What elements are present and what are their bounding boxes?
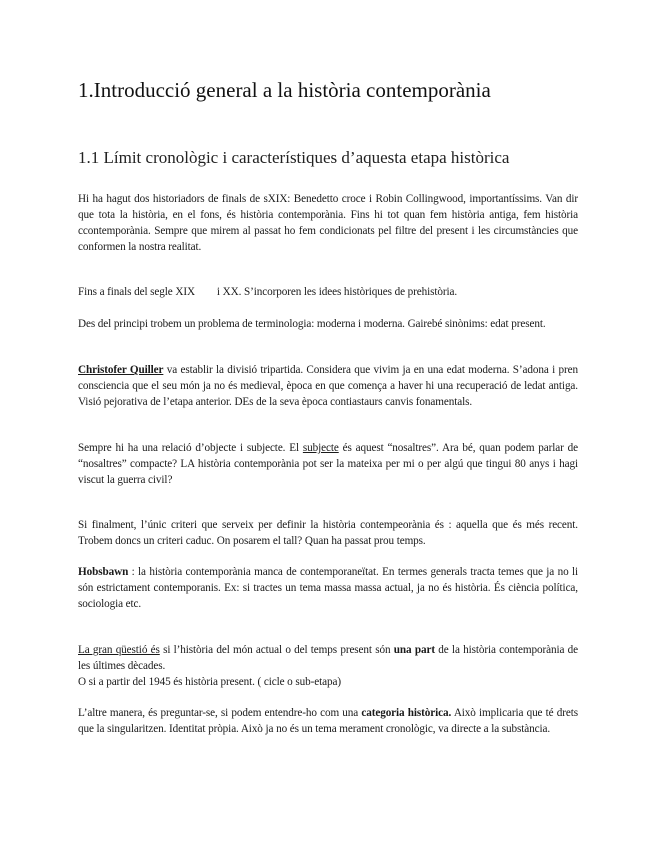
paragraph-question-end: de la història contemporània de les últimes dècades. <box>78 644 579 672</box>
paragraph-question-line2: O si a partir del 1945 és història present. ( cicle o sub-etapa) <box>78 676 341 688</box>
paragraph-question-text: si l’història del món actual o del temps present són <box>163 644 391 656</box>
paragraph-prehistory-start: Fins a finals del segle XIX <box>78 286 195 298</box>
paragraph-hobsbawn-text: : la història contemporània manca de contemporaneïtat. En termes generals tracta temes que ja no li són estrictament contemporanis. Ex: si tractes un tema massa massa actual, ja no és història. És ciència política, sociologia etc. <box>78 566 578 610</box>
underlined-question: La gran qüestió és <box>78 644 160 656</box>
paragraph-historians: Hi ha hagut dos historiadors de finals de sXIX: Benedetto croce i Robin Collingwood, importantíssims. Van dir que tota la història, en el fons, és història contemporània. Fins hi tot quan fem història antiga, fem història ccontemporània. Sempre que mirem al passat ho fem condicionats pel filtre del present i les circumstàncies que conformen la nostra realitat. <box>78 193 578 253</box>
chapter-heading: 1.Introducció general a la història contemporània <box>78 78 491 102</box>
paragraph-terminology: Des del principi trobem un problema de terminologia: moderna i moderna. Gairebé sinònims: edat present. <box>78 318 546 330</box>
paragraph-prehistory <box>78 284 578 300</box>
paragraph-subject-start: Sempre hi ha una relació d’objecte i subjecte. El <box>78 442 299 454</box>
author-name-hobsbawn: Hobsbawn <box>78 566 129 578</box>
section-heading: 1.1 Límit cronològic i característiques d’aquesta etapa històrica <box>78 148 510 167</box>
paragraph-category-end: Això implicaria que té drets que la singularitzen. Identitat pròpia. Això ja no és un tema merament cronològic, va directe a la substància. <box>78 707 578 735</box>
paragraph-hobsbawn <box>78 564 578 612</box>
paragraph-prehistory-end: i XX. S’incorporen les idees històriques de prehistòria. <box>216 286 458 298</box>
paragraph-question <box>78 642 578 690</box>
paragraph-quiller <box>78 362 578 410</box>
author-name-quiller: Christofer Quiller <box>78 364 164 376</box>
underlined-subjecte: subjecte <box>302 442 339 454</box>
paragraph-subject-end: és aquest “nosaltres”. Ara bé, quan podem parlar de “nosaltres” compacte? LA història contemporània pot ser la mateixa per mi o per algú que tingui 80 anys i hagi viscut la guerra civil? <box>78 442 578 486</box>
paragraph-subject <box>78 440 578 488</box>
bold-categoria-historica: categoria històrica. <box>361 707 452 719</box>
paragraph-category-start: L’altre manera, és preguntar-se, si podem entendre-ho com una <box>78 707 359 719</box>
paragraph-criterion: Si finalment, l’únic criteri que serveix per definir la història contempeorània és : aquella que és més recent. Trobem doncs un criteri caduc. On posarem el tall? Quan ha passat prou temps. <box>78 519 578 547</box>
bold-una-part: una part <box>393 644 435 656</box>
paragraph-category <box>78 705 578 737</box>
paragraph-quiller-text: va establir la divisió tripartida. Considera que vivim ja en una edat moderna. S’adona i pren consciencia que el seu món ja no és medieval, època en que comença a haver hi una recuperació de ledat antiga. Visió pejorativa de l’etapa anterior. DEs de la seva època contiastaurs canvis fonamentals. <box>78 364 578 408</box>
